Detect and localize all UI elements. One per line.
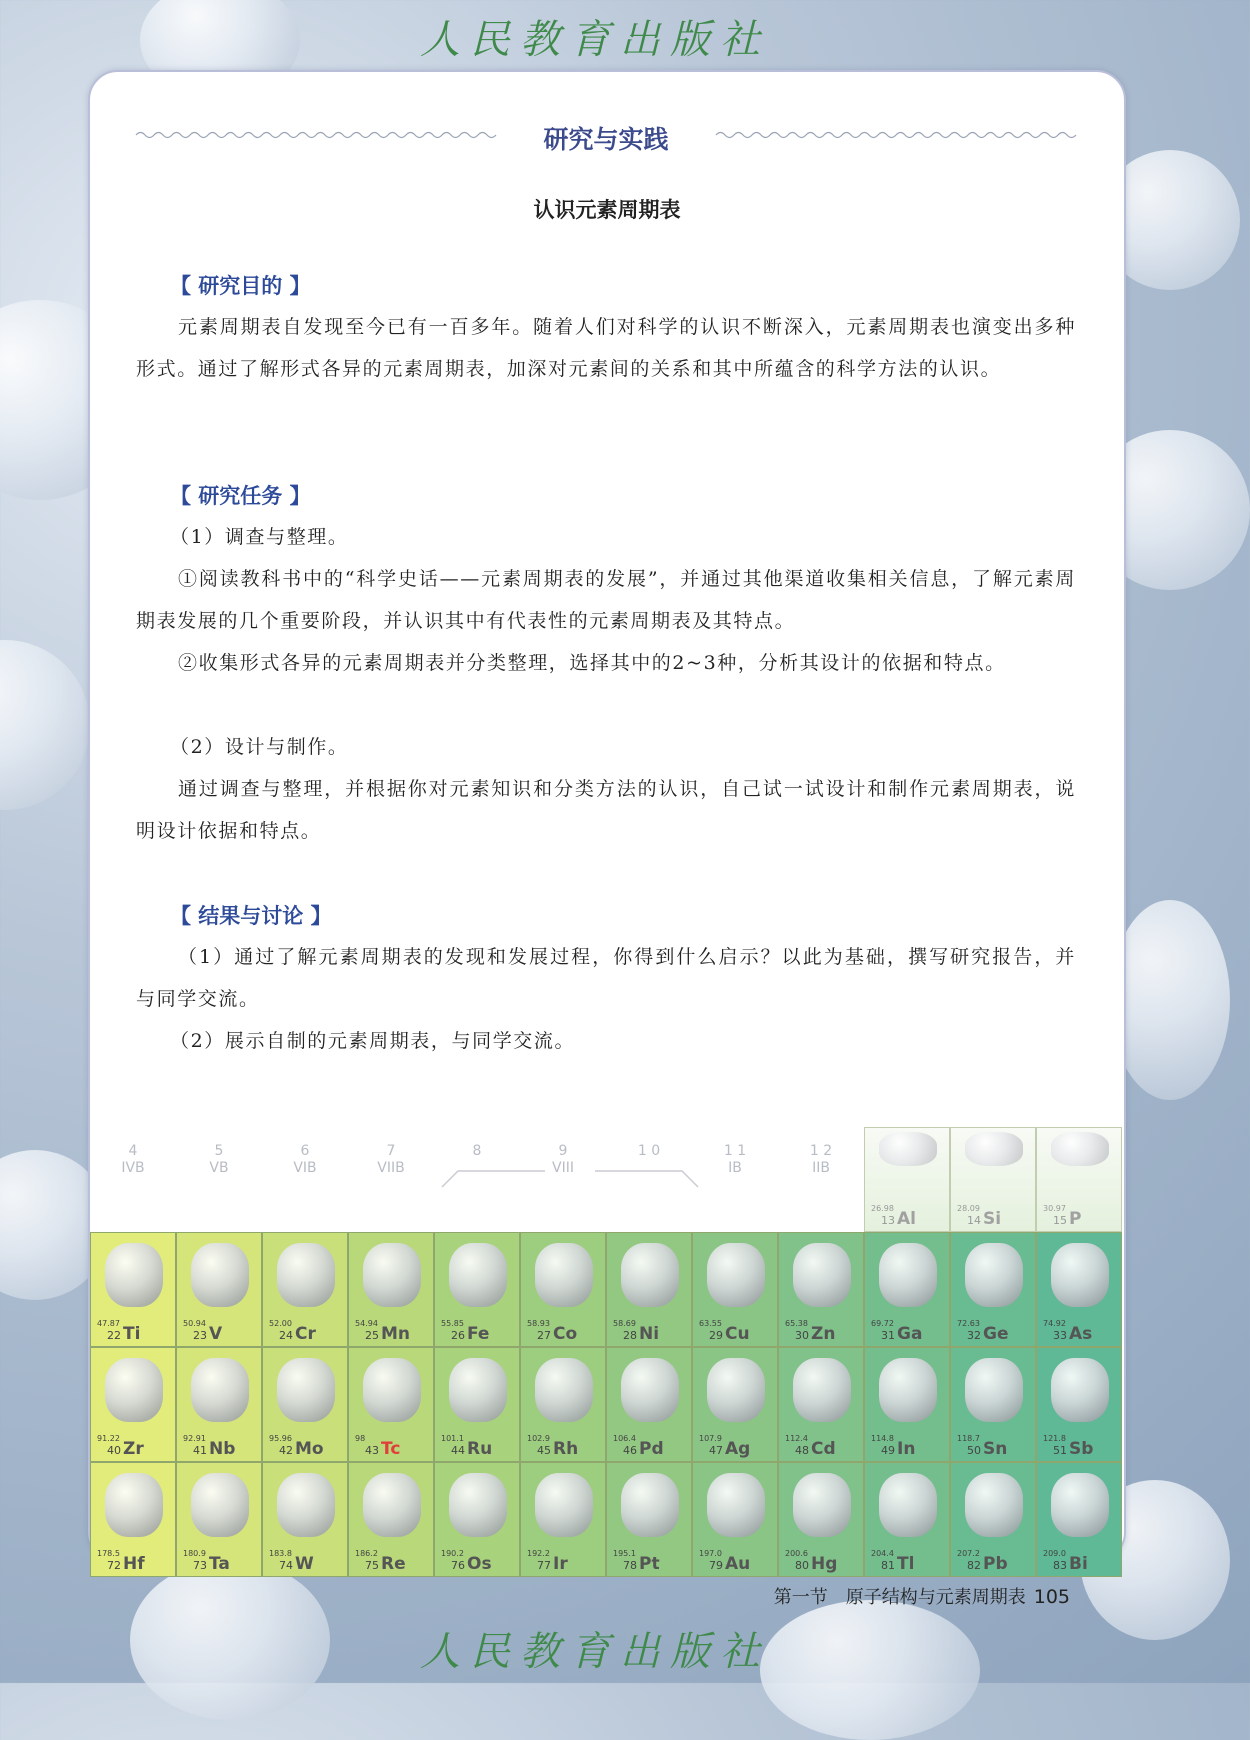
group-number: 5 [214,1143,224,1159]
element-sample-photo [621,1473,679,1537]
element-sample-photo [879,1358,937,1422]
element-symbol: Mo [295,1439,324,1459]
atomic-number: 49 [881,1444,895,1457]
atomic-mass: 102.9 [527,1434,550,1443]
element-sample-photo [105,1473,163,1537]
element-symbol: Sn [983,1439,1008,1459]
element-cell-v [176,1232,262,1347]
element-cell-ti [90,1232,176,1347]
atomic-number: 42 [279,1444,293,1457]
element-sample-photo [1051,1358,1109,1422]
element-sample-photo [879,1473,937,1537]
atomic-number: 26 [451,1329,465,1342]
atomic-mass: 200.6 [785,1549,808,1558]
wavy-divider-right [716,130,1076,140]
element-sample-photo [621,1243,679,1307]
atomic-number: 76 [451,1559,465,1572]
group-viii-bracket [440,1159,700,1189]
group-roman: VIB [293,1160,317,1176]
atomic-number: 33 [1053,1329,1067,1342]
element-sample-photo [965,1358,1023,1422]
atomic-number: 50 [967,1444,981,1457]
atomic-number: 82 [967,1559,981,1572]
group-number: 1 2 [809,1143,833,1159]
atomic-number: 45 [537,1444,551,1457]
page-number: 105 [1033,1586,1070,1608]
group-roman: VIII [552,1160,574,1176]
atomic-mass: 58.93 [527,1319,550,1328]
element-cell-sb [1036,1347,1122,1462]
atomic-mass: 107.9 [699,1434,722,1443]
element-cell-al [864,1127,950,1232]
atomic-mass: 195.1 [613,1549,636,1558]
element-sample-photo [277,1243,335,1307]
atomic-mass: 186.2 [355,1549,378,1558]
element-sample-photo [105,1243,163,1307]
group-roman: IVB [121,1160,145,1176]
atomic-number: 13 [881,1214,895,1227]
element-symbol: Ga [897,1324,923,1344]
element-cell-bi [1036,1462,1122,1577]
periodic-table-image [90,1127,1124,1574]
element-symbol: Ta [209,1554,230,1574]
atomic-mass: 28.09 [957,1204,980,1213]
element-symbol: Al [897,1209,916,1229]
atomic-mass: 209.0 [1043,1549,1066,1558]
element-cell-mn [348,1232,434,1347]
element-sample-photo [879,1243,937,1307]
atomic-mass: 106.4 [613,1434,636,1443]
element-cell-tl [864,1462,950,1577]
group-number: 6 [300,1143,310,1159]
atomic-mass: 47.87 [97,1319,120,1328]
atomic-mass: 207.2 [957,1549,980,1558]
element-cell-zr [90,1347,176,1462]
background-sphere [0,640,90,810]
atomic-mass: 26.98 [871,1204,894,1213]
atomic-mass: 74.92 [1043,1319,1066,1328]
atomic-mass: 118.7 [957,1434,980,1443]
element-cell-ta [176,1462,262,1577]
element-cell-si [950,1127,1036,1232]
atomic-mass: 95.96 [269,1434,292,1443]
document-title: 认识元素周期表 [533,198,681,222]
section-heading-row [136,120,1076,160]
element-symbol: Tc [381,1439,401,1459]
page-footer [774,1583,1070,1609]
element-sample-photo [449,1243,507,1307]
element-sample-photo [105,1358,163,1422]
atomic-mass: 98 [355,1434,366,1443]
element-cell-ga [864,1232,950,1347]
atomic-mass: 180.9 [183,1549,206,1558]
element-symbol: Os [467,1554,492,1574]
element-symbol: Zn [811,1324,836,1344]
group-number: 9 [558,1143,568,1159]
group-label [348,1143,434,1177]
atomic-number: 73 [193,1559,207,1572]
group-number: 7 [386,1143,396,1159]
atomic-mass: 114.8 [871,1434,894,1443]
atomic-mass: 112.4 [785,1434,808,1443]
element-sample-photo [191,1473,249,1537]
element-sample-photo [535,1243,593,1307]
element-cell-hf [90,1462,176,1577]
atomic-mass: 55.85 [441,1319,464,1328]
atomic-number: 72 [107,1559,121,1572]
element-cell-in [864,1347,950,1462]
element-symbol: Bi [1069,1554,1088,1574]
element-cell-cr [262,1232,348,1347]
atomic-mass: 91.22 [97,1434,120,1443]
atomic-number: 25 [365,1329,379,1342]
element-symbol: Sb [1069,1439,1094,1459]
results-heading: 【 结果与讨论 】 [170,904,332,928]
publisher-logo-top: 人民教育出版社 [420,17,770,63]
group-roman: IB [728,1160,742,1176]
group-roman: VIIB [377,1160,405,1176]
atomic-number: 23 [193,1329,207,1342]
group-number: 1 0 [637,1143,661,1159]
atomic-mass: 58.69 [613,1319,636,1328]
atomic-number: 80 [795,1559,809,1572]
group-label [778,1143,864,1177]
task-item-1a: ①阅读教科书中的“科学史话——元素周期表的发展”，并通过其他渠道收集相关信息，了解元素周期表发展的几个重要阶段，并认识其中有代表性的元素周期表及其特点。 [136,568,1076,632]
element-cell-pb [950,1462,1036,1577]
element-cell-fe [434,1232,520,1347]
element-sample-photo [965,1132,1023,1166]
element-sample-photo [449,1358,507,1422]
atomic-mass: 190.2 [441,1549,464,1558]
content-card [88,70,1126,1574]
element-cell-pt [606,1462,692,1577]
element-symbol: Ag [725,1439,751,1459]
element-cell-cd [778,1347,864,1462]
atomic-number: 78 [623,1559,637,1572]
element-symbol: Zr [123,1439,144,1459]
element-sample-photo [191,1243,249,1307]
element-cell-mo [262,1347,348,1462]
element-sample-photo [277,1358,335,1422]
atomic-mass: 63.55 [699,1319,722,1328]
element-sample-photo [535,1473,593,1537]
atomic-number: 83 [1053,1559,1067,1572]
element-sample-photo [793,1358,851,1422]
element-symbol: Ru [467,1439,493,1459]
element-sample-photo [1051,1243,1109,1307]
element-sample-photo [965,1243,1023,1307]
group-label [176,1143,262,1177]
atomic-mass: 72.63 [957,1319,980,1328]
element-symbol: Ge [983,1324,1009,1344]
element-sample-photo [793,1243,851,1307]
element-sample-photo [1051,1473,1109,1537]
element-symbol: Tl [897,1554,915,1574]
element-sample-photo [363,1358,421,1422]
element-cell-ru [434,1347,520,1462]
atomic-mass: 52.00 [269,1319,292,1328]
element-symbol: Fe [467,1324,490,1344]
atomic-mass: 197.0 [699,1549,722,1558]
element-sample-photo [535,1358,593,1422]
element-sample-photo [707,1473,765,1537]
atomic-number: 32 [967,1329,981,1342]
element-cell-p [1036,1127,1122,1232]
atomic-number: 24 [279,1329,293,1342]
atomic-mass: 50.94 [183,1319,206,1328]
element-symbol: Hg [811,1554,838,1574]
atomic-number: 22 [107,1329,121,1342]
element-sample-photo [277,1473,335,1537]
element-sample-photo [621,1358,679,1422]
atomic-mass: 101.1 [441,1434,464,1443]
atomic-mass: 65.38 [785,1319,808,1328]
tasks-heading: 【 研究任务 】 [170,484,311,508]
element-symbol: Co [553,1324,578,1344]
atomic-number: 48 [795,1444,809,1457]
element-symbol: W [295,1554,314,1574]
element-cell-os [434,1462,520,1577]
element-sample-photo [191,1358,249,1422]
element-cell-pd [606,1347,692,1462]
result-item-2: （2）展示自制的元素周期表，与同学交流。 [170,1030,576,1052]
element-sample-photo [363,1243,421,1307]
publisher-logo-bottom: 人民教育出版社 [420,1629,770,1675]
group-number: 1 1 [723,1143,747,1159]
purpose-text: 元素周期表自发现至今已有一百多年。随着人们对科学的认识不断深入，元素周期表也演变出多种形式。通过了解形式各异的元素周期表，加深对元素间的关系和其中所蕴含的科学方法的认识。 [136,316,1076,380]
element-symbol: Pt [639,1554,660,1574]
atomic-number: 27 [537,1329,551,1342]
atomic-number: 28 [623,1329,637,1342]
element-symbol: Rh [553,1439,579,1459]
atomic-number: 47 [709,1444,723,1457]
element-symbol: Cu [725,1324,750,1344]
element-cell-w [262,1462,348,1577]
group-label [606,1143,692,1160]
atomic-number: 30 [795,1329,809,1342]
element-symbol: Cr [295,1324,316,1344]
element-symbol: Re [381,1554,406,1574]
element-cell-re [348,1462,434,1577]
atomic-mass: 204.4 [871,1549,894,1558]
group-roman: VB [209,1160,229,1176]
atomic-number: 51 [1053,1444,1067,1457]
atomic-mass: 54.94 [355,1319,378,1328]
atomic-mass: 121.8 [1043,1434,1066,1443]
atomic-number: 14 [967,1214,981,1227]
group-label [692,1143,778,1177]
atomic-number: 46 [623,1444,637,1457]
element-cell-ni [606,1232,692,1347]
group-label [262,1143,348,1177]
section-title: 研究与实践 [543,125,669,154]
element-cell-ge [950,1232,1036,1347]
element-sample-photo [707,1358,765,1422]
element-cell-hg [778,1462,864,1577]
atomic-number: 77 [537,1559,551,1572]
element-symbol: Pd [639,1439,664,1459]
atomic-mass: 178.5 [97,1549,120,1558]
task-item-1: （1）调查与整理。 [170,526,349,548]
task-item-2: （2）设计与制作。 [170,736,349,758]
atomic-number: 43 [365,1444,379,1457]
element-cell-co [520,1232,606,1347]
task-item-2a: 通过调查与整理，并根据你对元素知识和分类方法的认识，自己试一试设计和制作元素周期表，说明设计依据和特点。 [136,778,1076,842]
purpose-heading: 【 研究目的 】 [170,274,311,298]
background-sphere [1110,900,1230,1100]
atomic-number: 81 [881,1559,895,1572]
atomic-number: 31 [881,1329,895,1342]
element-cell-nb [176,1347,262,1462]
element-symbol: V [209,1324,223,1344]
atomic-number: 44 [451,1444,465,1457]
element-cell-rh [520,1347,606,1462]
element-symbol: As [1069,1324,1093,1344]
atomic-number: 79 [709,1559,723,1572]
element-symbol: Au [725,1554,751,1574]
element-cell-cu [692,1232,778,1347]
atomic-mass: 192.2 [527,1549,550,1558]
element-sample-photo [449,1473,507,1537]
atomic-mass: 69.72 [871,1319,894,1328]
atomic-mass: 92.91 [183,1434,206,1443]
element-cell-ir [520,1462,606,1577]
element-cell-as [1036,1232,1122,1347]
group-roman: IIB [812,1160,830,1176]
element-symbol: Nb [209,1439,236,1459]
element-sample-photo [879,1132,937,1166]
atomic-number: 74 [279,1559,293,1572]
atomic-number: 41 [193,1444,207,1457]
atomic-number: 40 [107,1444,121,1457]
element-symbol: Cd [811,1439,836,1459]
element-sample-photo [707,1243,765,1307]
group-label [434,1143,520,1160]
atomic-number: 75 [365,1559,379,1572]
element-symbol: Pb [983,1554,1008,1574]
element-symbol: Hf [123,1554,145,1574]
element-symbol: Ir [553,1554,568,1574]
element-sample-photo [363,1473,421,1537]
element-symbol: Ni [639,1324,660,1344]
element-cell-au [692,1462,778,1577]
element-symbol: Ti [123,1324,141,1344]
result-item-1: （1）通过了解元素周期表的发现和发展过程，你得到什么启示？以此为基础，撰写研究报告，并与同学交流。 [136,946,1076,1010]
element-symbol: In [897,1439,916,1459]
group-label [90,1143,176,1177]
group-number: 8 [472,1143,482,1159]
element-sample-photo [1051,1132,1109,1166]
element-cell-tc [348,1347,434,1462]
element-sample-photo [793,1473,851,1537]
atomic-mass: 30.97 [1043,1204,1066,1213]
element-cell-zn [778,1232,864,1347]
chapter-title: 第一节 原子结构与元素周期表 [773,1587,1026,1608]
atomic-mass: 183.8 [269,1549,292,1558]
element-symbol: Mn [381,1324,411,1344]
group-number: 4 [128,1143,138,1159]
atomic-number: 29 [709,1329,723,1342]
element-symbol: P [1069,1209,1082,1229]
atomic-number: 15 [1053,1214,1067,1227]
element-cell-ag [692,1347,778,1462]
task-item-1b: ②收集形式各异的元素周期表并分类整理，选择其中的2~3种，分析其设计的依据和特点。 [178,652,1006,674]
element-cell-sn [950,1347,1036,1462]
element-symbol: Si [983,1209,1002,1229]
element-sample-photo [965,1473,1023,1537]
